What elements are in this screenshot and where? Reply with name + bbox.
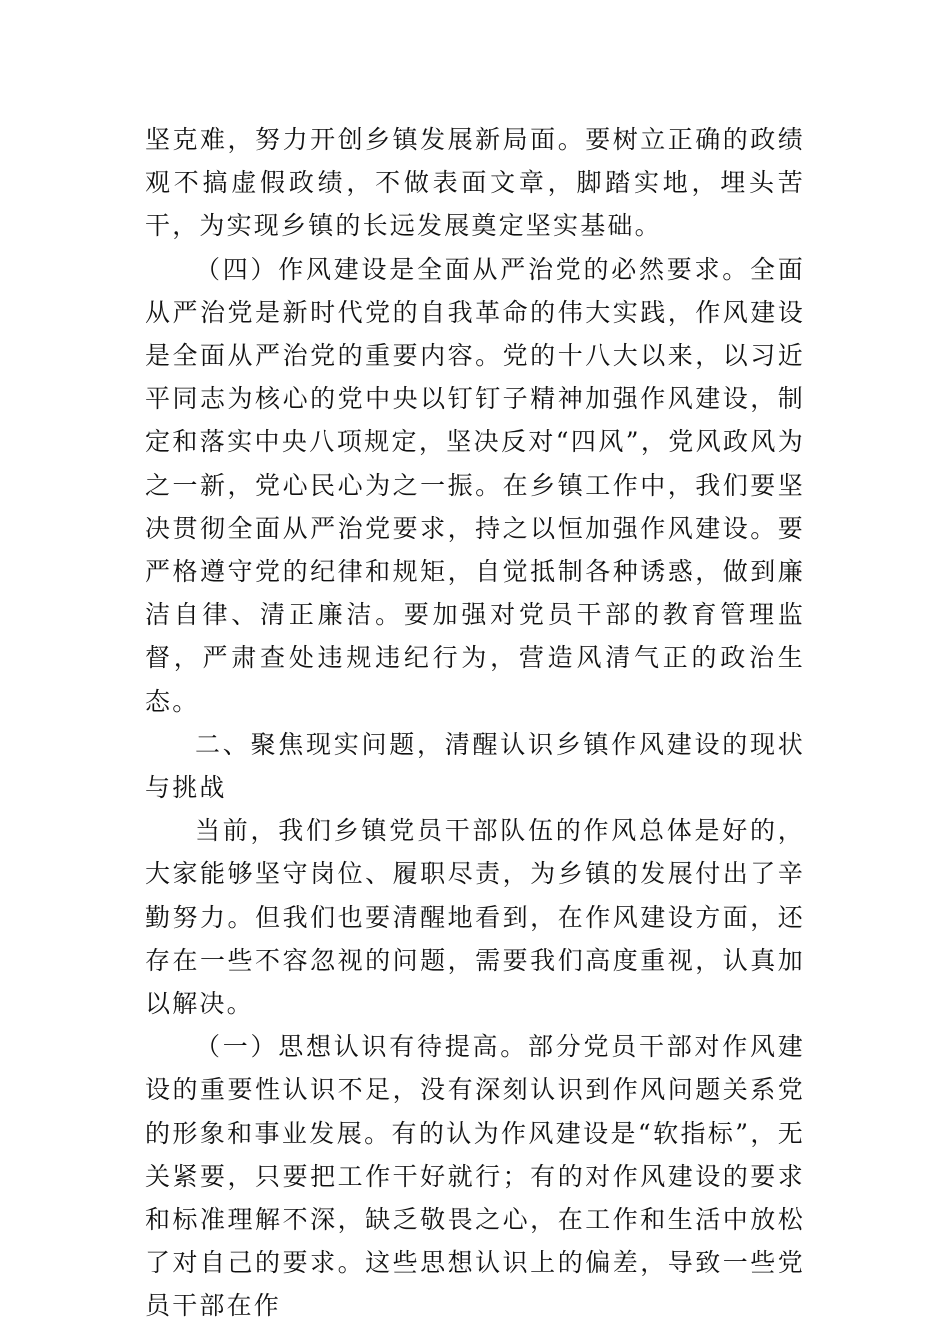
section-heading-two: 二、聚焦现实问题，清醒认识乡镇作风建设的现状与挑战 [145, 729, 805, 803]
paragraph-section-four: （四）作风建设是全面从严治党的必然要求。全面从严治党是新时代党的自我革命的伟大实践，作风建设是全面从严治党的重要内容。党的十八大以来，以习近平同志为核心的党中央以钉钉子精神加强作风建设，制定和落实中央八项规定，坚决反对“四风”，党风政风为之一新，党心民心为之一振。在乡镇工作中，我们要坚决贯彻全面从严治党要求，持之以恒加强作风建设。要严格遵守党的纪律和规矩，自觉抵制各种诱惑，做到廉洁自律、清正廉洁。要加强对党员干部的教育管理监督，严肃查处违规违纪行为，营造风清气正的政治生态。 [145, 254, 805, 716]
paragraph-continuation: 坚克难，努力开创乡镇发展新局面。要树立正确的政绩观不搞虚假政绩，不做表面文章，脚踏实地，埋头苦干，为实现乡镇的长远发展奠定坚实基础。 [145, 125, 805, 241]
document-body [145, 118, 805, 1328]
paragraph-subsection-one: （一）思想认识有待提高。部分党员干部对作风建设的重要性认识不足，没有深刻认识到作风问题关系党的形象和事业发展。有的认为作风建设是“软指标”，无关紧要，只要把工作干好就行；有的对作风建设的要求和标准理解不深，缺乏敬畏之心，在工作和生活中放松了对自己的要求。这些思想认识上的偏差，导致一些党员干部在作 [145, 1032, 805, 1321]
paragraph-current-status: 当前，我们乡镇党员干部队伍的作风总体是好的，大家能够坚守岗位、履职尽责，为乡镇的发展付出了辛勤努力。但我们也要清醒地看到，在作风建设方面，还存在一些不容忽视的问题，需要我们高度重视，认真加以解决。 [145, 816, 805, 1019]
